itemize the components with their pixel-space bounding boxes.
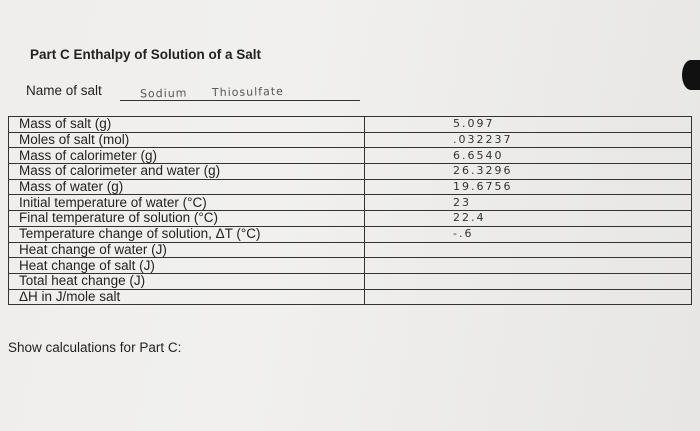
data-table — [8, 116, 692, 305]
row-value: 26.3296 — [365, 164, 692, 180]
row-label: Mass of calorimeter (g) — [9, 148, 365, 164]
row-label: Final temperature of solution (°C) — [9, 211, 365, 227]
table-row — [9, 289, 692, 305]
calculations-prompt: Show calculations for Part C: — [8, 340, 182, 355]
row-value: 19.6756 — [365, 179, 692, 195]
row-label: Heat change of water (J) — [9, 242, 365, 258]
salt-name-word-1: Sodium — [139, 86, 188, 101]
table-row — [9, 148, 692, 164]
row-label: Heat change of salt (J) — [9, 258, 365, 274]
row-value: 5.097 — [365, 117, 692, 133]
salt-name-handwritten — [140, 85, 304, 101]
table-row — [9, 179, 692, 195]
table-row — [9, 211, 692, 227]
row-label: Mass of calorimeter and water (g) — [9, 164, 365, 180]
row-value: 23 — [365, 195, 692, 211]
row-value — [365, 289, 692, 305]
table-row — [9, 242, 692, 258]
row-label: Mass of salt (g) — [9, 117, 365, 133]
table-row — [9, 258, 692, 274]
page-edge-shadow — [682, 60, 700, 90]
table-row — [9, 164, 692, 180]
table-row — [9, 132, 692, 148]
row-value — [365, 242, 692, 258]
salt-name-label: Name of salt — [26, 83, 102, 98]
row-label: Temperature change of solution, ΔT (°C) — [9, 226, 365, 242]
row-value: 22.4 — [365, 211, 692, 227]
row-value: 6.6540 — [365, 148, 692, 164]
row-value — [365, 273, 692, 289]
table-row — [9, 117, 692, 133]
salt-name-word-2: Thiosulfate — [211, 84, 284, 100]
row-label: Total heat change (J) — [9, 273, 365, 289]
table-row — [9, 195, 692, 211]
page-title: Part C Enthalpy of Solution of a Salt — [30, 47, 262, 62]
row-value: -.6 — [365, 226, 692, 242]
row-value — [365, 258, 692, 274]
row-label: Moles of salt (mol) — [9, 132, 365, 148]
row-label: Mass of water (g) — [9, 179, 365, 195]
row-label: ΔH in J/mole salt — [9, 289, 365, 305]
row-label: Initial temperature of water (°C) — [9, 195, 365, 211]
row-value: .032237 — [365, 132, 692, 148]
table-row — [9, 273, 692, 289]
table-row — [9, 226, 692, 242]
